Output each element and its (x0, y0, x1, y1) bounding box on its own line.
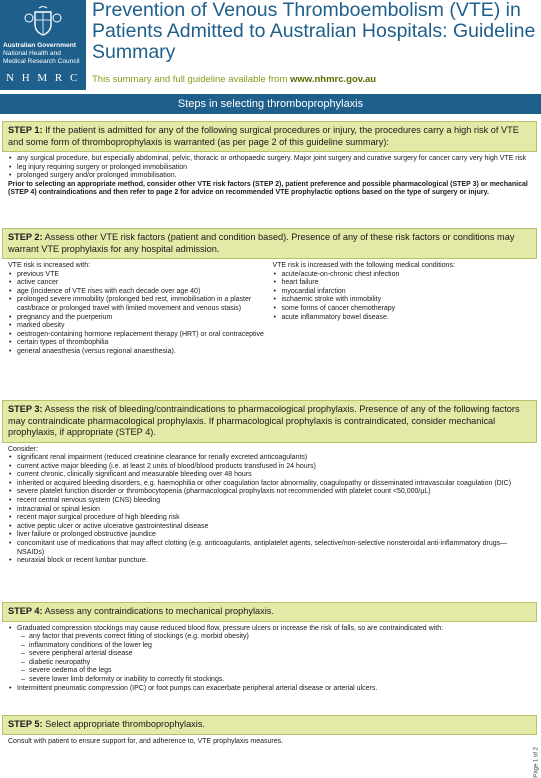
nhmrc-acronym: N H M R C (6, 72, 80, 84)
step4-heading (2, 602, 537, 622)
step5-heading (2, 715, 537, 735)
list-item: • active cancer (17, 279, 267, 288)
step1-panel (2, 121, 537, 200)
list-item: • acute inflammatory bowel disease. (282, 314, 532, 323)
step2-left-intro: VTE risk is increased with: (8, 262, 91, 269)
list-item: • intracranial or spinal lesion (17, 506, 531, 515)
page-number: Page 1 of 2 (534, 747, 540, 778)
page-title: Prevention of Venous Thromboembolism (VTE) in Patients Admitted to Australian Hospitals: Guideline Summary (92, 0, 536, 63)
coat-of-arms-icon (23, 6, 63, 38)
step5-body (2, 735, 537, 749)
step2-left-column (8, 262, 273, 357)
step1-note: Prior to selecting an appropriate method, consider other VTE risk factors (STEP 2), patient preference and possible pharmacological (STEP 3) or mechanical (STEP 4) contraindications and then refer to page 2 for advice on recommended VTE prophylactic options based on the type of surgery or injury. (8, 180, 528, 197)
list-item: • leg injury requiring surgery or prolonged immobilisation (17, 164, 531, 173)
list-item: • neuraxial block or recent lumbar puncture. (17, 557, 531, 566)
list-item: • current chronic, clinically significant and measurable bleeding over 48 hours (17, 471, 531, 480)
availability-note (92, 74, 538, 85)
list-item: • Intermittent pneumatic compression (IPC) or foot pumps can exacerbate peripheral arterial disease or arterial ulcers. (17, 685, 531, 694)
list-item: • certain types of thrombophilia (17, 339, 267, 348)
step5-heading-text: Select appropriate thromboprophylaxis. (42, 719, 205, 729)
step5-number: STEP 5: (8, 719, 43, 729)
list-item: • severe platelet function disorder or thrombocytopenia (pharmacological prophylaxis not recommended with platelet count <50,000/μL) (17, 488, 531, 497)
list-item: • pregnancy and the puerperium (17, 314, 267, 323)
step3-intro: Consider: (8, 445, 38, 453)
step4-number: STEP 4: (8, 606, 43, 616)
step2-number: STEP 2: (8, 232, 43, 242)
list-item: • significant renal impairment (reduced creatinine clearance for renally excreted anticoagulants) (17, 454, 531, 463)
list-item: – severe oedema of the legs (29, 667, 531, 676)
step3-body (2, 443, 537, 568)
section-banner: Steps in selecting thromboprophylaxis (0, 94, 541, 114)
list-item: • age (incidence of VTE rises with each decade over age 40) (17, 288, 267, 297)
availability-prefix: This summary and full guideline available from (92, 74, 291, 85)
step2-heading-text: Assess other VTE risk factors (patient and condition based). Presence of any of these risk factors or conditions may warrant VTE prophylaxis for any hospital admission. (8, 232, 515, 254)
list-item: • general anaesthesia (versus regional anaesthesia). (17, 348, 267, 357)
page-header (0, 0, 541, 90)
step2-heading (2, 228, 537, 259)
list-item: – severe lower limb deformity or inability to correctly fit stockings. (29, 676, 531, 685)
list-item: • recent central nervous system (CNS) bleeding (17, 497, 531, 506)
step3-heading-text: Assess the risk of bleeding/contraindications to pharmacological prophylaxis. Presence of any of the following factors may contraindicate pharmacological prophylaxis. If pharmacological prophylaxis is contraindicated, consider mechanical prophylaxis, if appropriate (STEP 4). (8, 404, 520, 437)
step3-heading (2, 400, 537, 443)
list-item: • active peptic ulcer or active ulcerative gastrointestinal disease (17, 523, 531, 532)
list-item: • oestrogen-containing hormone replacement therapy (HRT) or oral contraceptive (17, 331, 267, 340)
org-line2: National Health and Medical Research Council (3, 50, 80, 65)
list-item: • some forms of cancer chemotherapy (282, 305, 532, 314)
list-item: • any surgical procedure, but especially abdominal, pelvic, thoracic or orthopaedic surgery. Major joint surgery and curative surgery for cancer carry very high VTE risk (17, 155, 531, 164)
step3-number: STEP 3: (8, 404, 43, 414)
list-item: • prolonged severe immobility (prolonged bed rest, immobilisation in a plaster cast/brace or prolonged travel with limited movement and venous stasis) (17, 296, 267, 313)
step2-right-intro: VTE risk is increased with the following medical conditions: (272, 262, 455, 269)
step4-body (2, 622, 537, 696)
step1-heading-text: If the patient is admitted for any of the following surgical procedures or injury, the procedures carry a high risk of VTE and some form of thromboprophylaxis is warranted (as per page 2 of this guideline summary): (8, 125, 519, 147)
step1-heading (2, 121, 537, 152)
list-item: • heart failure (282, 279, 532, 288)
step2-body (2, 259, 537, 359)
list-item: • acute/acute-on-chronic chest infection (282, 271, 532, 280)
list-item: – any factor that prevents correct fitting of stockings (e.g. morbid obesity) (29, 633, 531, 642)
step1-body (2, 152, 537, 200)
step1-number: STEP 1: (8, 125, 43, 135)
list-item (17, 625, 531, 685)
step3-panel (2, 400, 537, 568)
step2-panel (2, 228, 537, 359)
list-item: • recent major surgical procedure of high bleeding risk (17, 514, 531, 523)
list-item: • inherited or acquired bleeding disorders, e.g. haemophilia or other coagulation factor abnormality, coagulopathy or disseminated intravascular coagulation (DIC) (17, 480, 531, 489)
list-item: – diabetic neuropathy (29, 659, 531, 668)
step5-text: Consult with patient to ensure support for, and adherence to, VTE prophylaxis measures. (8, 737, 284, 745)
step4-panel (2, 602, 537, 695)
list-item: • concomitant use of medications that may affect clotting (e.g. anticoagulants, antiplatelet agents, selective/non-selective nonsteroidal anti-inflammatory drugs—NSAIDs) (17, 540, 531, 557)
nhmrc-logo (0, 0, 86, 90)
list-item: • myocardial infarction (282, 288, 532, 297)
org-name (3, 42, 83, 66)
list-item: – severe peripheral arterial disease (29, 650, 531, 659)
list-item: • ischaemic stroke with immobility (282, 296, 532, 305)
step5-panel (2, 715, 537, 748)
org-line1: Australian Government (3, 42, 76, 49)
list-item: • previous VTE (17, 271, 267, 280)
list-item: – inflammatory conditions of the lower leg (29, 642, 531, 651)
step2-right-column (273, 262, 532, 357)
step4-heading-text: Assess any contraindications to mechanical prophylaxis. (42, 606, 274, 616)
list-item: • marked obesity (17, 322, 267, 331)
list-item: • prolonged surgery and/or prolonged immobilisation. (17, 172, 531, 181)
list-item: • liver failure or prolonged obstructive jaundice (17, 531, 531, 540)
website-link[interactable]: www.nhmrc.gov.au (290, 74, 377, 85)
step4-item1-text: Graduated compression stockings may cause reduced blood flow, pressure ulcers or increase the risk of falls, so are contraindicated with: (17, 624, 444, 632)
list-item: • current active major bleeding (i.e. at least 2 units of blood/blood products transfused in 24 hours) (17, 463, 531, 472)
